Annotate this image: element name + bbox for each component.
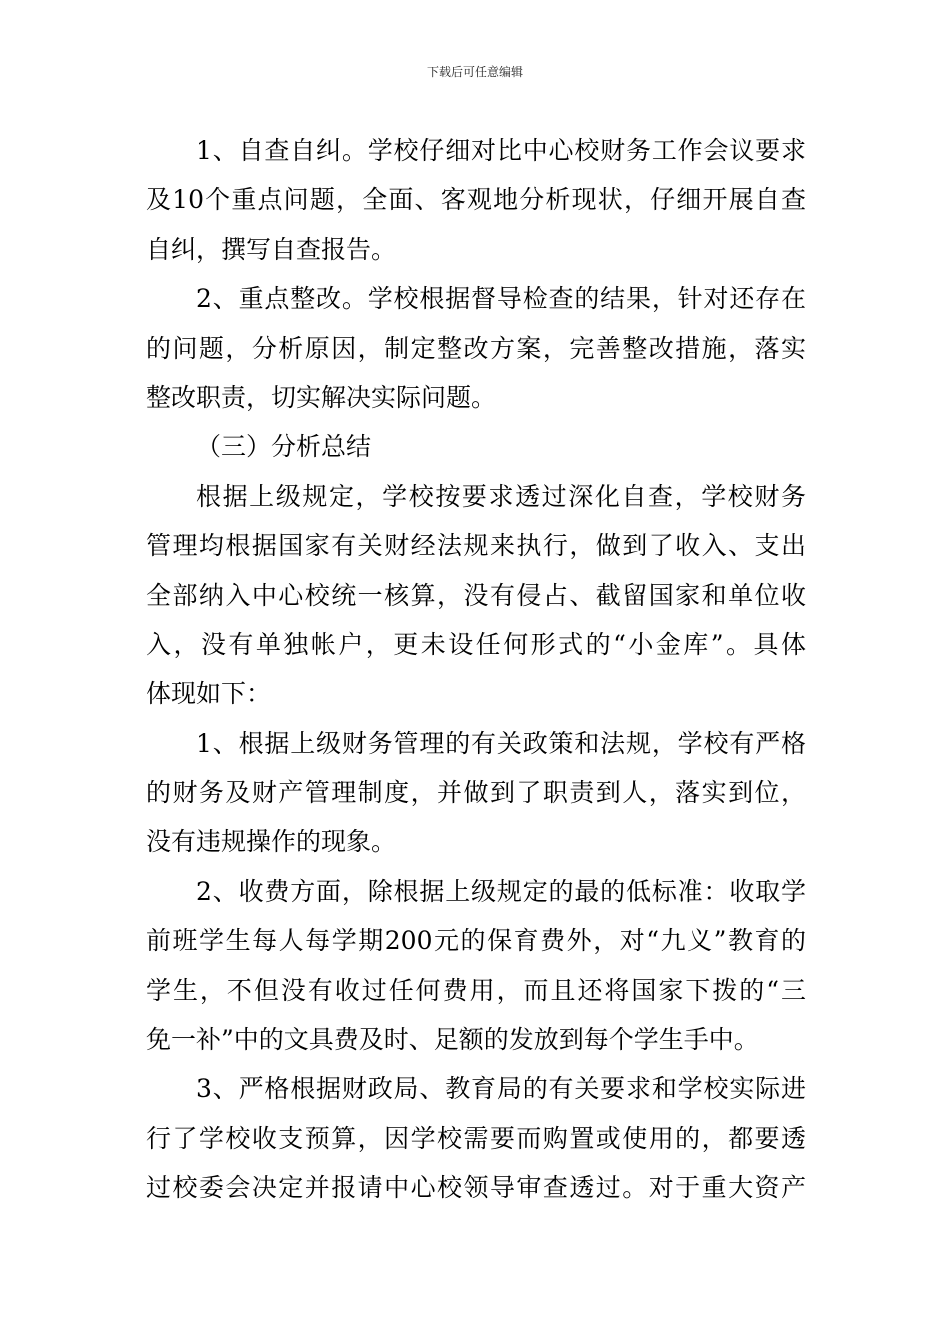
text-line: 2、重点整改。学校根据督导检查的结果，针对还存在 <box>196 284 806 314</box>
text-line: 2、收费方面，除根据上级规定的最的低标准：收取学 <box>196 876 806 906</box>
text-line: 管理均根据国家有关财经法规来执行，做到了收入、支出 <box>146 531 806 561</box>
text-line: 的问题，分析原因，制定整改方案，完善整改措施，落实 <box>146 333 806 363</box>
text-line: 自纠，撰写自查报告。 <box>146 234 397 264</box>
text-line: 免一补”中的文具费及时、足额的发放到每个学生手中。 <box>146 1025 759 1055</box>
text-line: 及10个重点问题，全面、客观地分析现状，仔细开展自查 <box>146 185 806 215</box>
paragraph-self-check <box>146 126 806 274</box>
paragraph-summary <box>146 472 806 719</box>
text-line: 行了学校收支预算，因学校需要而购置或使用的，都要透 <box>146 1123 806 1153</box>
paragraph-fees <box>146 867 806 1065</box>
text-line: 全部纳入中心校统一核算，没有侵占、截留国家和单位收 <box>146 580 806 610</box>
text-line: 3、严格根据财政局、教育局的有关要求和学校实际进 <box>196 1074 806 1104</box>
text-line: 的财务及财产管理制度，并做到了职责到人，落实到位， <box>146 778 806 808</box>
text-line: 学生，不但没有收过任何费用，而且还将国家下拨的“三 <box>146 975 806 1005</box>
heading-line: （三）分析总结 <box>196 432 372 462</box>
text-line: 1、自查自纠。学校仔细对比中心校财务工作会议要求 <box>196 136 806 165</box>
text-line: 体现如下： <box>146 679 272 709</box>
section-heading <box>146 422 806 471</box>
paragraph-budget <box>146 1064 806 1212</box>
paragraph-key-rectification <box>146 274 806 422</box>
text-line: 没有违规操作的现象。 <box>146 827 397 857</box>
text-line: 根据上级规定，学校按要求透过深化自查，学校财务 <box>196 481 806 511</box>
text-line: 过校委会决定并报请中心校领导审查透过。对于重大资产 <box>146 1173 806 1203</box>
page-header: 下载后可任意编辑 <box>426 65 523 79</box>
paragraph-regulations <box>146 719 806 867</box>
text-line: 前班学生每人每学期200元的保育费外，对“九义”教育的 <box>146 926 806 956</box>
text-line: 入，没有单独帐户，更未设任何形式的“小金库”。具体 <box>146 629 806 659</box>
text-line: 整改职责，切实解决实际问题。 <box>146 382 497 412</box>
text-line: 1、根据上级财务管理的有关政策和法规，学校有严格 <box>196 728 806 758</box>
document-body <box>146 126 806 1213</box>
